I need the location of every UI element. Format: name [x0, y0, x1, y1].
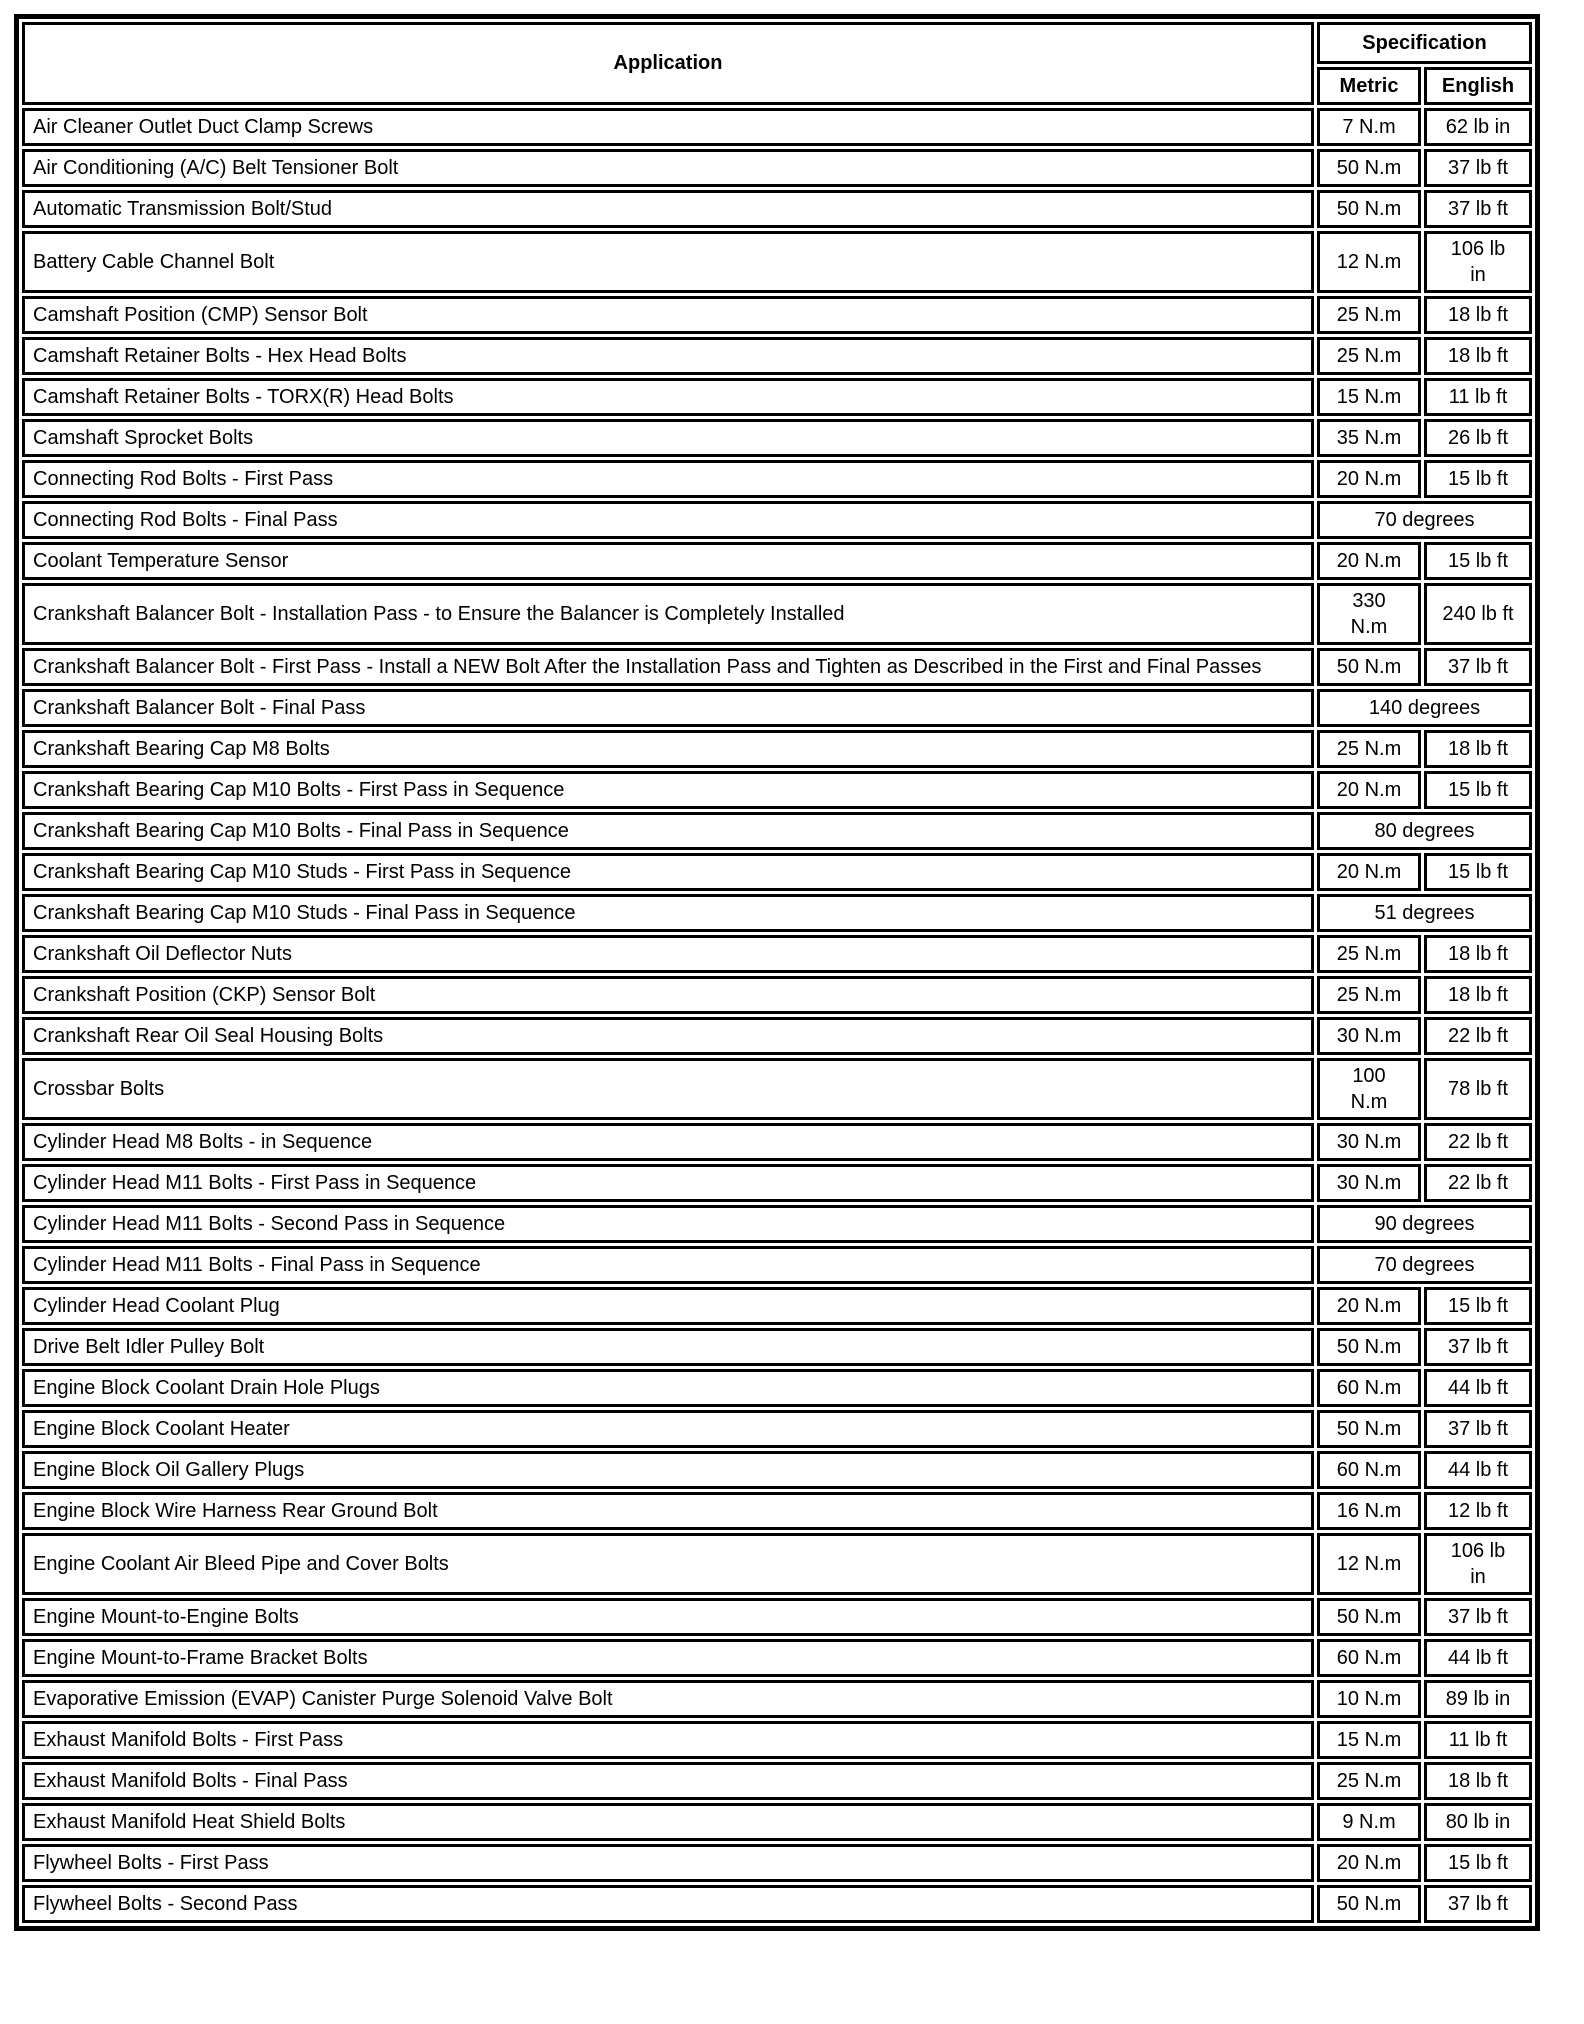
- english-value-cell: 18 lb ft: [1424, 976, 1532, 1014]
- metric-value-cell: 15 N.m: [1317, 378, 1421, 416]
- application-cell: Crankshaft Oil Deflector Nuts: [22, 935, 1314, 973]
- table-row: [22, 337, 1532, 375]
- table-row: [22, 935, 1532, 973]
- english-value-cell: 44 lb ft: [1424, 1639, 1532, 1677]
- spec-value-cell: 70 degrees: [1317, 1246, 1532, 1284]
- application-cell: Cylinder Head M11 Bolts - Second Pass in Sequence: [22, 1205, 1314, 1243]
- application-cell: Battery Cable Channel Bolt: [22, 231, 1314, 293]
- english-value-cell: 15 lb ft: [1424, 1844, 1532, 1882]
- metric-value-cell: 25 N.m: [1317, 730, 1421, 768]
- metric-value-cell: 12 N.m: [1317, 231, 1421, 293]
- application-cell: Connecting Rod Bolts - Final Pass: [22, 501, 1314, 539]
- table-row: [22, 231, 1532, 293]
- english-header: English: [1424, 67, 1532, 105]
- metric-value-cell: 60 N.m: [1317, 1451, 1421, 1489]
- torque-spec-table: [14, 14, 1540, 1931]
- english-value-cell: 37 lb ft: [1424, 149, 1532, 187]
- english-value-cell: 37 lb ft: [1424, 1598, 1532, 1636]
- application-cell: Crankshaft Bearing Cap M10 Bolts - Final Pass in Sequence: [22, 812, 1314, 850]
- english-value-cell: 37 lb ft: [1424, 648, 1532, 686]
- table-row: [22, 296, 1532, 334]
- metric-value-cell: 50 N.m: [1317, 648, 1421, 686]
- table-row: [22, 648, 1532, 686]
- application-cell: Air Cleaner Outlet Duct Clamp Screws: [22, 108, 1314, 146]
- table-row: [22, 771, 1532, 809]
- metric-value-cell: 20 N.m: [1317, 1844, 1421, 1882]
- metric-value-cell: 50 N.m: [1317, 1885, 1421, 1923]
- application-cell: Camshaft Position (CMP) Sensor Bolt: [22, 296, 1314, 334]
- english-value-cell: 18 lb ft: [1424, 730, 1532, 768]
- metric-value-cell: 16 N.m: [1317, 1492, 1421, 1530]
- table-row: [22, 542, 1532, 580]
- table-row: [22, 460, 1532, 498]
- application-cell: Crankshaft Balancer Bolt - First Pass - Install a NEW Bolt After the Installation Pass and Tighten as Described in the First and Final Passes: [22, 648, 1314, 686]
- english-value-cell: 106 lb in: [1424, 231, 1532, 293]
- application-cell: Drive Belt Idler Pulley Bolt: [22, 1328, 1314, 1366]
- metric-value-cell: 12 N.m: [1317, 1533, 1421, 1595]
- table-row: [22, 501, 1532, 539]
- specification-header: Specification: [1317, 22, 1532, 64]
- application-cell: Cylinder Head M11 Bolts - Final Pass in Sequence: [22, 1246, 1314, 1284]
- english-value-cell: 11 lb ft: [1424, 378, 1532, 416]
- table-row: [22, 730, 1532, 768]
- table-row: [22, 1246, 1532, 1284]
- application-cell: Evaporative Emission (EVAP) Canister Purge Solenoid Valve Bolt: [22, 1680, 1314, 1718]
- application-cell: Exhaust Manifold Bolts - First Pass: [22, 1721, 1314, 1759]
- application-cell: Exhaust Manifold Bolts - Final Pass: [22, 1762, 1314, 1800]
- english-value-cell: 15 lb ft: [1424, 542, 1532, 580]
- metric-value-cell: 60 N.m: [1317, 1639, 1421, 1677]
- table-row: [22, 976, 1532, 1014]
- metric-value-cell: 20 N.m: [1317, 853, 1421, 891]
- english-value-cell: 44 lb ft: [1424, 1369, 1532, 1407]
- english-value-cell: 106 lb in: [1424, 1533, 1532, 1595]
- table-row: [22, 894, 1532, 932]
- metric-value-cell: 50 N.m: [1317, 190, 1421, 228]
- metric-value-cell: 50 N.m: [1317, 149, 1421, 187]
- english-value-cell: 22 lb ft: [1424, 1164, 1532, 1202]
- table-row: [22, 1803, 1532, 1841]
- application-cell: Camshaft Retainer Bolts - TORX(R) Head Bolts: [22, 378, 1314, 416]
- application-cell: Cylinder Head Coolant Plug: [22, 1287, 1314, 1325]
- application-cell: Crankshaft Balancer Bolt - Final Pass: [22, 689, 1314, 727]
- metric-value-cell: 20 N.m: [1317, 771, 1421, 809]
- english-value-cell: 22 lb ft: [1424, 1017, 1532, 1055]
- spec-value-cell: 80 degrees: [1317, 812, 1532, 850]
- english-value-cell: 37 lb ft: [1424, 1410, 1532, 1448]
- metric-value-cell: 25 N.m: [1317, 935, 1421, 973]
- metric-header: Metric: [1317, 67, 1421, 105]
- application-cell: Coolant Temperature Sensor: [22, 542, 1314, 580]
- english-value-cell: 37 lb ft: [1424, 190, 1532, 228]
- english-value-cell: 15 lb ft: [1424, 1287, 1532, 1325]
- english-value-cell: 37 lb ft: [1424, 1885, 1532, 1923]
- table-row: [22, 1598, 1532, 1636]
- metric-value-cell: 100 N.m: [1317, 1058, 1421, 1120]
- table-row: [22, 1410, 1532, 1448]
- application-cell: Crossbar Bolts: [22, 1058, 1314, 1120]
- metric-value-cell: 15 N.m: [1317, 1721, 1421, 1759]
- application-cell: Crankshaft Bearing Cap M8 Bolts: [22, 730, 1314, 768]
- application-cell: Flywheel Bolts - Second Pass: [22, 1885, 1314, 1923]
- metric-value-cell: 10 N.m: [1317, 1680, 1421, 1718]
- table-row: [22, 419, 1532, 457]
- english-value-cell: 22 lb ft: [1424, 1123, 1532, 1161]
- english-value-cell: 26 lb ft: [1424, 419, 1532, 457]
- table-row: [22, 1844, 1532, 1882]
- application-cell: Cylinder Head M8 Bolts - in Sequence: [22, 1123, 1314, 1161]
- application-cell: Engine Block Wire Harness Rear Ground Bolt: [22, 1492, 1314, 1530]
- english-value-cell: 18 lb ft: [1424, 296, 1532, 334]
- application-cell: Engine Mount-to-Frame Bracket Bolts: [22, 1639, 1314, 1677]
- application-header: Application: [22, 22, 1314, 105]
- table-row: [22, 583, 1532, 645]
- table-row: [22, 1328, 1532, 1366]
- metric-value-cell: 30 N.m: [1317, 1123, 1421, 1161]
- table-row: [22, 1680, 1532, 1718]
- metric-value-cell: 9 N.m: [1317, 1803, 1421, 1841]
- metric-value-cell: 50 N.m: [1317, 1598, 1421, 1636]
- spec-value-cell: 140 degrees: [1317, 689, 1532, 727]
- table-row: [22, 1451, 1532, 1489]
- english-value-cell: 37 lb ft: [1424, 1328, 1532, 1366]
- english-value-cell: 240 lb ft: [1424, 583, 1532, 645]
- english-value-cell: 15 lb ft: [1424, 771, 1532, 809]
- english-value-cell: 15 lb ft: [1424, 460, 1532, 498]
- spec-value-cell: 70 degrees: [1317, 501, 1532, 539]
- table-row: [22, 1058, 1532, 1120]
- application-cell: Engine Block Coolant Drain Hole Plugs: [22, 1369, 1314, 1407]
- table-row: [22, 1017, 1532, 1055]
- application-cell: Crankshaft Bearing Cap M10 Bolts - First Pass in Sequence: [22, 771, 1314, 809]
- table-row: [22, 1762, 1532, 1800]
- application-cell: Engine Mount-to-Engine Bolts: [22, 1598, 1314, 1636]
- table-row: [22, 190, 1532, 228]
- metric-value-cell: 25 N.m: [1317, 1762, 1421, 1800]
- table-row: [22, 149, 1532, 187]
- english-value-cell: 62 lb in: [1424, 108, 1532, 146]
- application-cell: Crankshaft Bearing Cap M10 Studs - Final Pass in Sequence: [22, 894, 1314, 932]
- spec-value-cell: 51 degrees: [1317, 894, 1532, 932]
- table-row: [22, 378, 1532, 416]
- application-cell: Engine Coolant Air Bleed Pipe and Cover Bolts: [22, 1533, 1314, 1595]
- application-cell: Exhaust Manifold Heat Shield Bolts: [22, 1803, 1314, 1841]
- metric-value-cell: 50 N.m: [1317, 1410, 1421, 1448]
- english-value-cell: 18 lb ft: [1424, 1762, 1532, 1800]
- metric-value-cell: 60 N.m: [1317, 1369, 1421, 1407]
- application-cell: Automatic Transmission Bolt/Stud: [22, 190, 1314, 228]
- table-row: [22, 689, 1532, 727]
- metric-value-cell: 20 N.m: [1317, 1287, 1421, 1325]
- application-cell: Connecting Rod Bolts - First Pass: [22, 460, 1314, 498]
- application-cell: Crankshaft Rear Oil Seal Housing Bolts: [22, 1017, 1314, 1055]
- metric-value-cell: 25 N.m: [1317, 337, 1421, 375]
- table-row: [22, 1492, 1532, 1530]
- metric-value-cell: 35 N.m: [1317, 419, 1421, 457]
- table-row: [22, 1205, 1532, 1243]
- table-row: [22, 812, 1532, 850]
- application-cell: Engine Block Oil Gallery Plugs: [22, 1451, 1314, 1489]
- application-cell: Crankshaft Balancer Bolt - Installation Pass - to Ensure the Balancer is Completely Installed: [22, 583, 1314, 645]
- table-row: [22, 1369, 1532, 1407]
- table-row: [22, 853, 1532, 891]
- metric-value-cell: 25 N.m: [1317, 976, 1421, 1014]
- english-value-cell: 78 lb ft: [1424, 1058, 1532, 1120]
- application-cell: Camshaft Sprocket Bolts: [22, 419, 1314, 457]
- table-row: [22, 108, 1532, 146]
- metric-value-cell: 330 N.m: [1317, 583, 1421, 645]
- english-value-cell: 80 lb in: [1424, 1803, 1532, 1841]
- metric-value-cell: 20 N.m: [1317, 460, 1421, 498]
- application-cell: Cylinder Head M11 Bolts - First Pass in Sequence: [22, 1164, 1314, 1202]
- metric-value-cell: 25 N.m: [1317, 296, 1421, 334]
- table-row: [22, 1639, 1532, 1677]
- header-row-top: [22, 22, 1532, 64]
- application-cell: Crankshaft Bearing Cap M10 Studs - First Pass in Sequence: [22, 853, 1314, 891]
- english-value-cell: 15 lb ft: [1424, 853, 1532, 891]
- table-row: [22, 1721, 1532, 1759]
- table-row: [22, 1885, 1532, 1923]
- metric-value-cell: 7 N.m: [1317, 108, 1421, 146]
- english-value-cell: 11 lb ft: [1424, 1721, 1532, 1759]
- table-row: [22, 1533, 1532, 1595]
- metric-value-cell: 30 N.m: [1317, 1164, 1421, 1202]
- english-value-cell: 89 lb in: [1424, 1680, 1532, 1718]
- spec-value-cell: 90 degrees: [1317, 1205, 1532, 1243]
- metric-value-cell: 30 N.m: [1317, 1017, 1421, 1055]
- table-row: [22, 1164, 1532, 1202]
- application-cell: Camshaft Retainer Bolts - Hex Head Bolts: [22, 337, 1314, 375]
- metric-value-cell: 20 N.m: [1317, 542, 1421, 580]
- table-row: [22, 1123, 1532, 1161]
- english-value-cell: 18 lb ft: [1424, 337, 1532, 375]
- english-value-cell: 44 lb ft: [1424, 1451, 1532, 1489]
- metric-value-cell: 50 N.m: [1317, 1328, 1421, 1366]
- english-value-cell: 18 lb ft: [1424, 935, 1532, 973]
- application-cell: Air Conditioning (A/C) Belt Tensioner Bolt: [22, 149, 1314, 187]
- document-page: [14, 14, 1540, 1931]
- application-cell: Flywheel Bolts - First Pass: [22, 1844, 1314, 1882]
- english-value-cell: 12 lb ft: [1424, 1492, 1532, 1530]
- application-cell: Engine Block Coolant Heater: [22, 1410, 1314, 1448]
- table-row: [22, 1287, 1532, 1325]
- application-cell: Crankshaft Position (CKP) Sensor Bolt: [22, 976, 1314, 1014]
